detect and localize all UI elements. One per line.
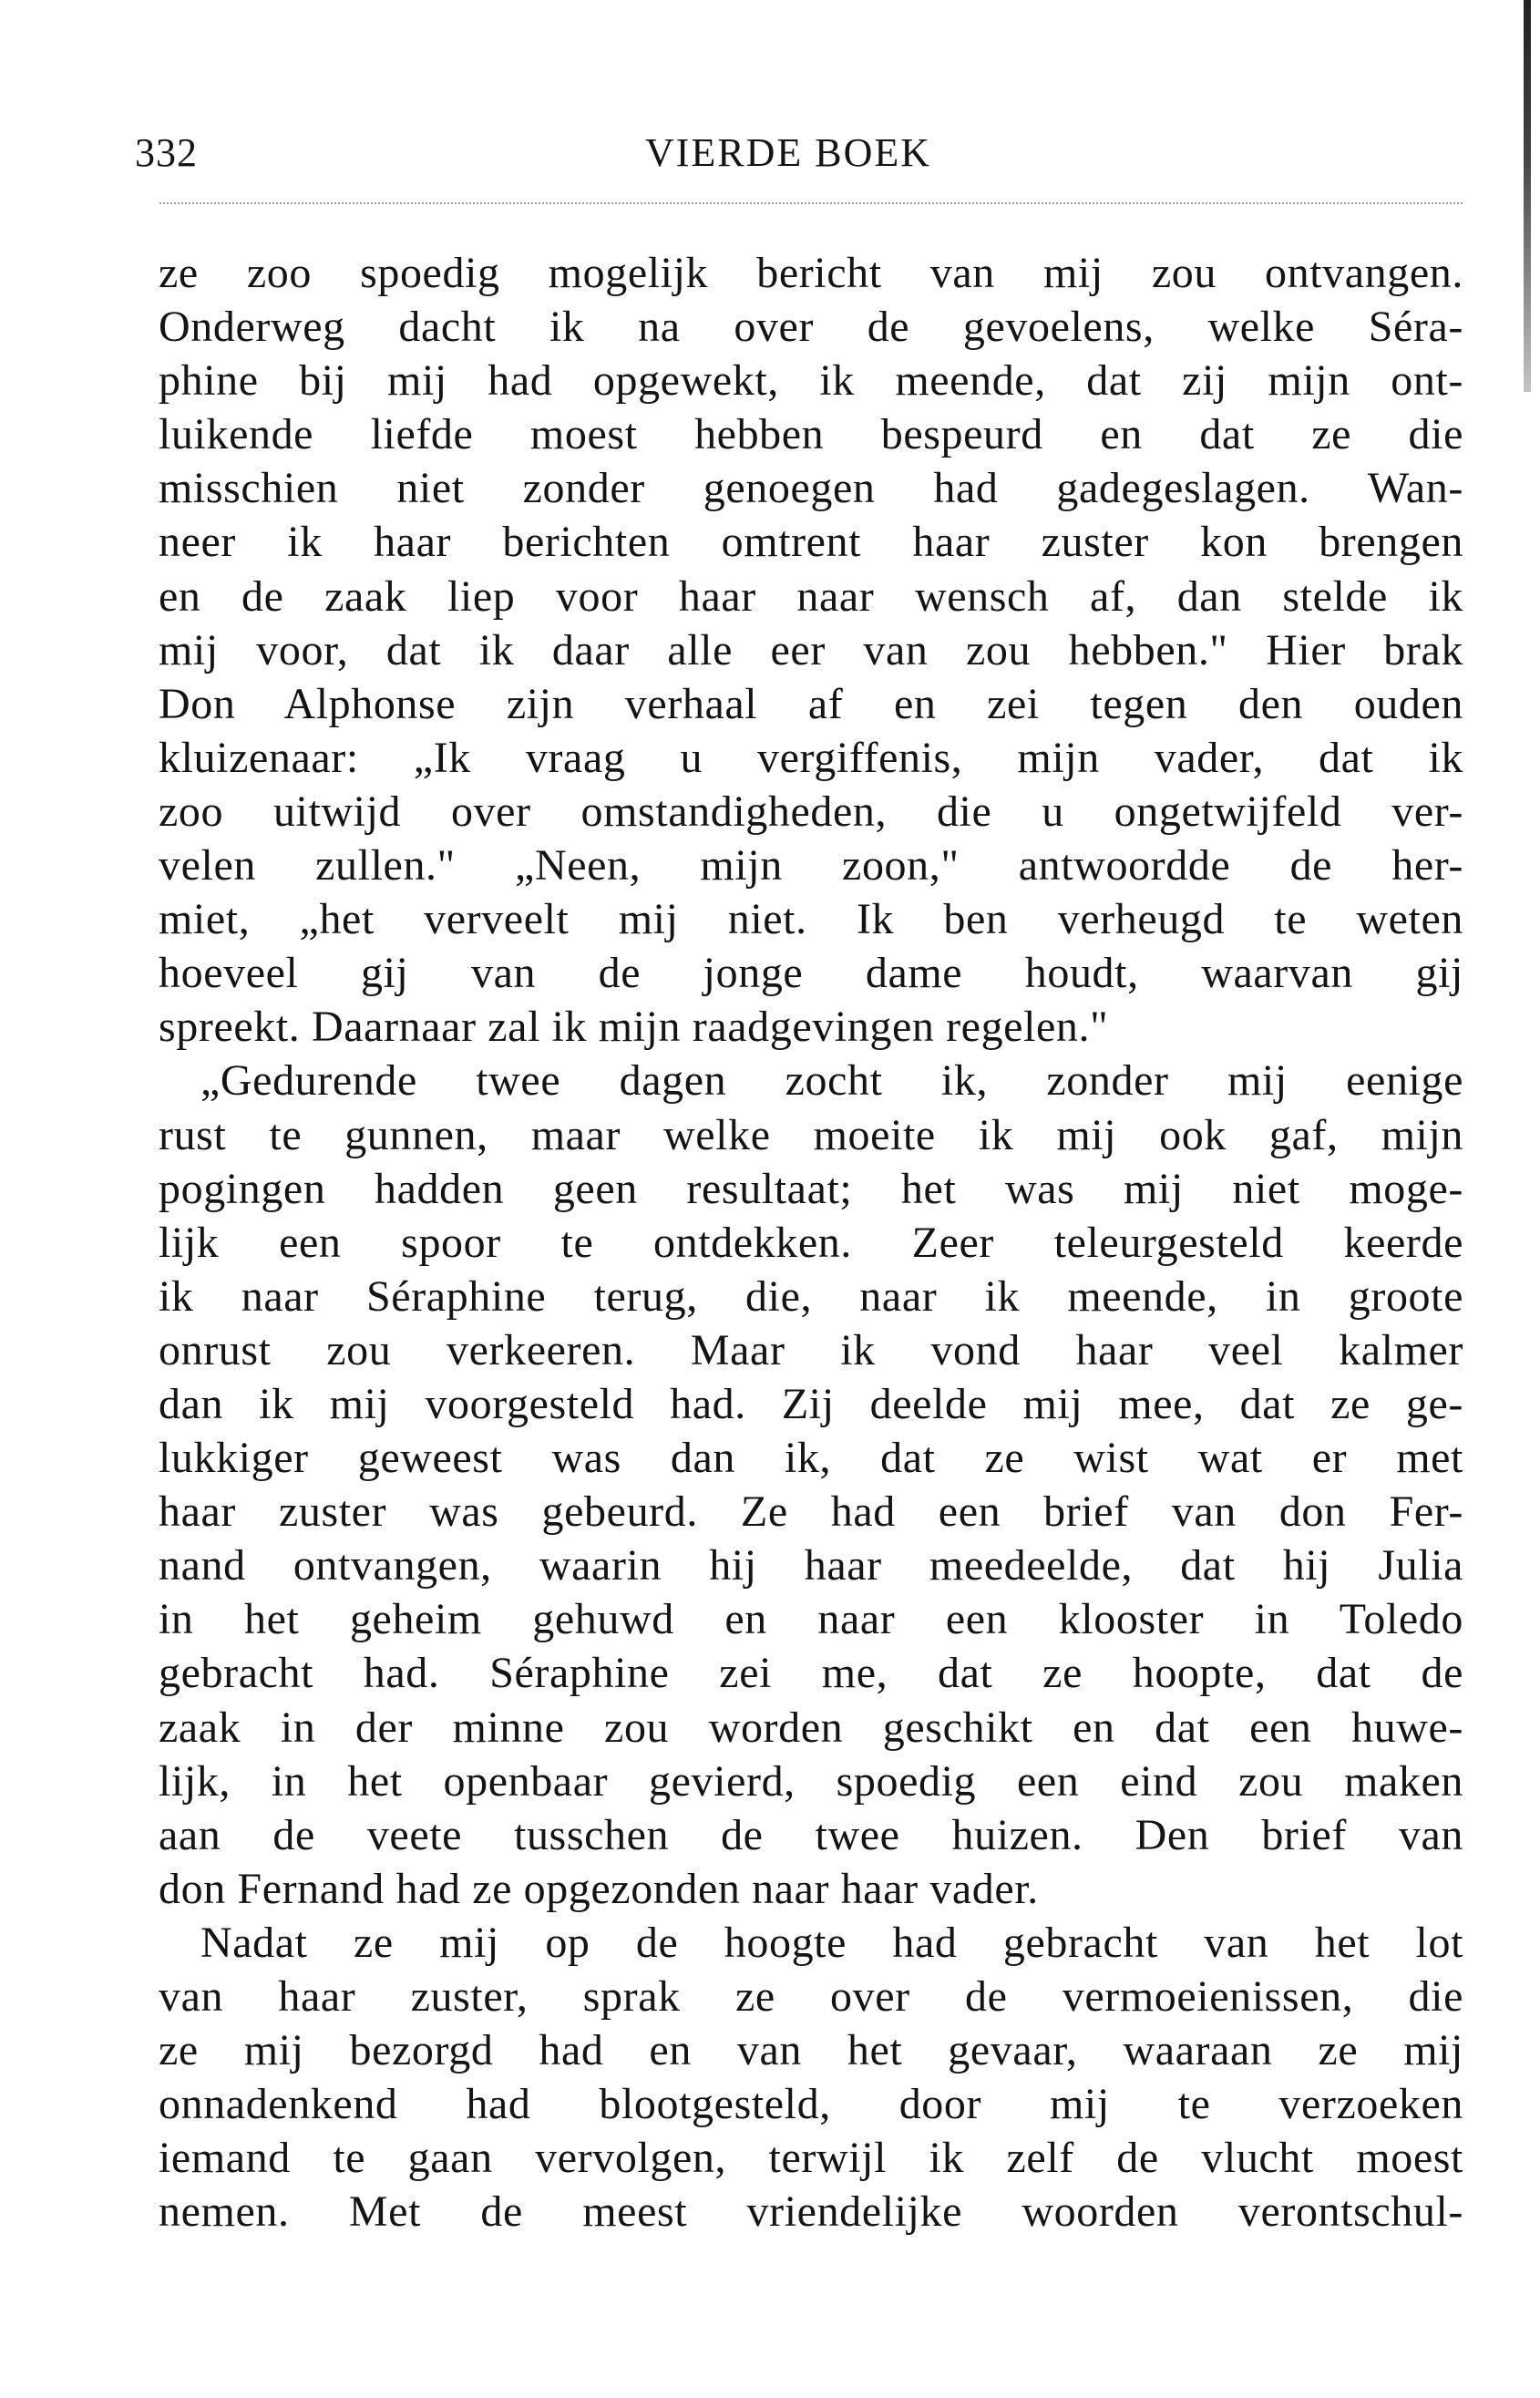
page-header: [135, 126, 1465, 180]
text-line: ze mij bezorgd had en van het gevaar, waaraan ze mij: [159, 2026, 1463, 2075]
text-line: spreekt. Daarnaar zal ik mijn raadgevingen regelen.": [159, 1003, 1109, 1052]
text-line: rust te gunnen, maar welke moeite ik mij ook gaf, mijn: [159, 1110, 1463, 1159]
text-line: haar zuster was gebeurd. Ze had een brief van don Fer-: [159, 1487, 1463, 1537]
page-number: 332: [135, 130, 198, 175]
text-line: mij voor, dat ik daar alle eer van zou hebben." Hier brak: [159, 625, 1463, 674]
text-line: zoo uitwijd over omstandigheden, die u ongetwijfeld ver-: [159, 787, 1463, 836]
text-line: lijk een spoor te ontdekken. Zeer teleurgesteld keerde: [159, 1218, 1463, 1267]
text-line-paragraph-start: „Gedurende twee dagen zocht ik, zonder mij eenige: [200, 1056, 1463, 1106]
text-line: dan ik mij voorgesteld had. Zij deelde mij mee, dat ze ge-: [159, 1379, 1463, 1428]
text-line: phine bij mij had opgewekt, ik meende, dat zij mijn ont-: [159, 356, 1463, 406]
text-line: luikende liefde moest hebben bespeurd en dat ze die: [159, 410, 1463, 459]
text-line: velen zullen." „Neen, mijn zoon," antwoordde de her-: [159, 841, 1463, 890]
text-line: van haar zuster, sprak ze over de vermoeienissen, die: [159, 1972, 1463, 2021]
text-line: onnadenkend had blootgesteld, door mij te verzoeken: [159, 2080, 1463, 2129]
text-line: zaak in der minne zou worden geschikt en dat een huwe-: [159, 1703, 1463, 1752]
text-line: Onderweg dacht ik na over de gevoelens, welke Séra-: [159, 303, 1463, 352]
text-line: lukkiger geweest was dan ik, dat ze wist wat er met: [159, 1434, 1463, 1483]
text-line: en de zaak liep voor haar naar wensch af, dan stelde ik: [159, 571, 1463, 621]
text-line: kluizenaar: „Ik vraag u vergiffenis, mijn vader, dat ik: [159, 733, 1463, 782]
text-line: lijk, in het openbaar gevierd, spoedig een eind zou maken: [159, 1756, 1463, 1806]
text-line: iemand te gaan vervolgen, terwijl ik zelf de vlucht moest: [159, 2134, 1463, 2183]
running-head: VIERDE BOEK: [645, 130, 932, 175]
text-line: in het geheim gehuwd en naar een klooster in Toledo: [159, 1595, 1463, 1644]
text-line: ze zoo spoedig mogelijk bericht van mij zou ontvangen.: [159, 249, 1463, 297]
text-line: pogingen hadden geen resultaat; het was mij niet moge-: [159, 1164, 1463, 1213]
text-line: aan de veete tusschen de twee huizen. Den brief van: [159, 1810, 1463, 1859]
text-line: miet, „het verveelt mij niet. Ik ben verheugd te weten: [159, 895, 1463, 944]
text-line: hoeveel gij van de jonge dame houdt, waarvan gij: [159, 949, 1463, 998]
body-text: [159, 246, 1463, 2238]
text-line: ik naar Séraphine terug, die, naar ik meende, in groote: [159, 1271, 1463, 1321]
text-line: onrust zou verkeeren. Maar ik vond haar veel kalmer: [159, 1325, 1463, 1374]
text-line: nand ontvangen, waarin hij haar meedeelde, dat hij Julia: [159, 1541, 1463, 1590]
header-rule: [159, 202, 1463, 204]
text-line: gebracht had. Séraphine zei me, dat ze hoopte, dat de: [159, 1649, 1463, 1698]
text-line-paragraph-start: Nadat ze mij op de hoogte had gebracht van het lot: [200, 1918, 1463, 1967]
text-line: misschien niet zonder genoegen had gadegeslagen. Wan-: [159, 464, 1463, 513]
text-line: don Fernand had ze opgezonden naar haar vader.: [159, 1864, 1039, 1913]
text-line: neer ik haar berichten omtrent haar zuster kon brengen: [159, 518, 1463, 567]
text-line: Don Alphonse zijn verhaal af en zei tegen den ouden: [159, 679, 1463, 728]
page-edge-mark: [1524, 0, 1531, 392]
text-line: nemen. Met de meest vriendelijke woorden verontschul-: [159, 2187, 1463, 2237]
